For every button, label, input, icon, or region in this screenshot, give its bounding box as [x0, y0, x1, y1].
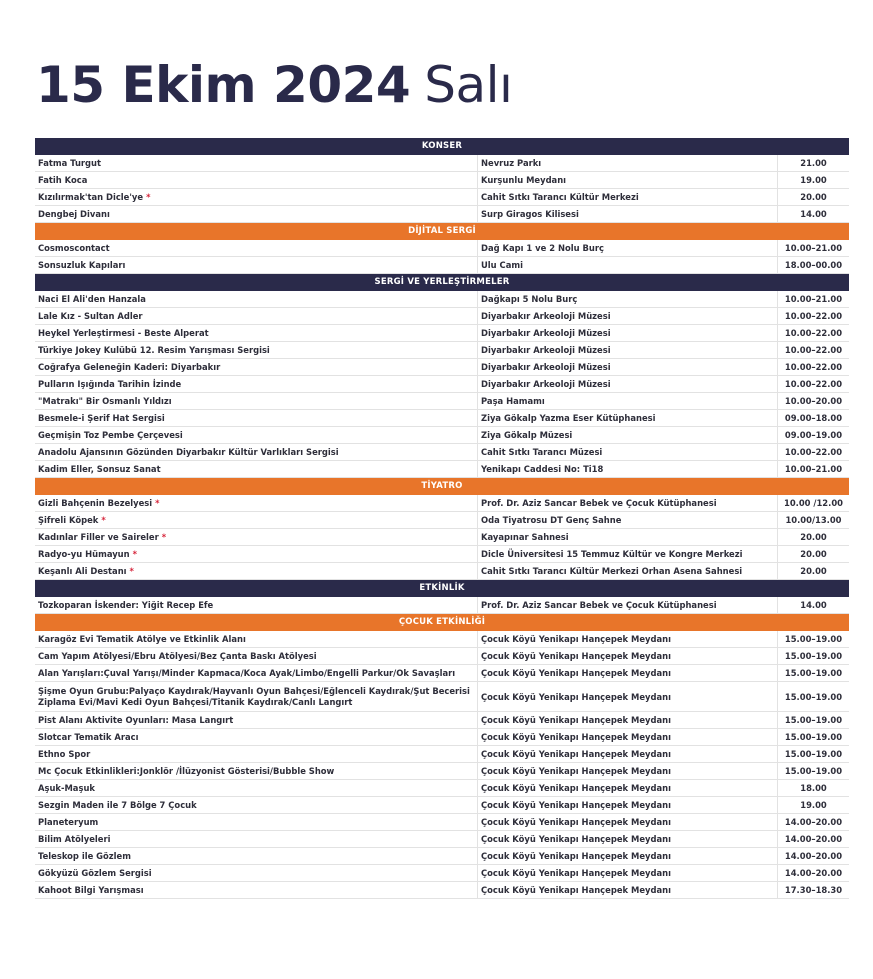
- event-name: Şişme Oyun Grubu:Palyaço Kaydırak/Hayvanlı Oyun Bahçesi/Eğlenceli Kaydırak/Şut Becerisi Ziplama Evi/Mavi Kedi Oyun Bahçesi/Titanik Kaydırak/Canlı Langırt: [38, 685, 470, 707]
- venue-cell: Çocuk Köyü Yenikapı Hançepek Meydanı: [478, 665, 778, 681]
- time-cell: 10.00–22.00: [784, 379, 843, 389]
- event-name-cell: [35, 865, 478, 881]
- event-name-cell: [35, 631, 478, 647]
- event-name: Lale Kız - Sultan Adler: [38, 311, 143, 321]
- time-cell: 15.00–19.00: [784, 691, 843, 702]
- venue-cell: Çocuk Köyü Yenikapı Hançepek Meydanı: [478, 797, 778, 813]
- table-row: [35, 563, 849, 580]
- time-cell: 14.00–20.00: [784, 868, 843, 878]
- time-cell: 14.00–20.00: [784, 834, 843, 844]
- event-name: Şifreli Köpek: [38, 515, 99, 525]
- event-name-cell: [35, 529, 478, 545]
- time-cell: 10.00–21.00: [784, 294, 843, 304]
- section-header: SERGİ VE YERLEŞTİRMELER: [35, 274, 849, 291]
- table-row: [35, 831, 849, 848]
- time-cell: 10.00–21.00: [784, 464, 843, 474]
- note-asterisk: *: [146, 192, 151, 202]
- time-cell: 15.00–19.00: [784, 634, 843, 644]
- venue-cell: Çocuk Köyü Yenikapı Hançepek Meydanı: [478, 631, 778, 647]
- event-name: Kadim Eller, Sonsuz Sanat: [38, 464, 161, 474]
- event-name-cell: [35, 461, 478, 477]
- time-cell: 09.00–18.00: [784, 413, 843, 423]
- venue-cell: Dağkapı 5 Nolu Burç: [478, 291, 778, 307]
- event-name-cell: [35, 512, 478, 528]
- event-name: Teleskop ile Gözlem: [38, 851, 131, 861]
- event-name: Radyo-yu Hümayun: [38, 549, 130, 559]
- note-asterisk: *: [132, 549, 137, 559]
- venue-cell: Prof. Dr. Aziz Sancar Bebek ve Çocuk Kütüphanesi: [478, 495, 778, 511]
- time-cell: 10.00–22.00: [784, 328, 843, 338]
- event-name-cell: [35, 189, 478, 205]
- event-name: Naci El Ali'den Hanzala: [38, 294, 146, 304]
- time-cell: 15.00–19.00: [784, 651, 843, 661]
- table-row: [35, 342, 849, 359]
- event-name-cell: [35, 308, 478, 324]
- time-cell: 18.00–00.00: [784, 260, 843, 270]
- table-row: [35, 206, 849, 223]
- event-name: Keşanlı Ali Destanı: [38, 566, 127, 576]
- table-row: [35, 665, 849, 682]
- section-header: ÇOCUK ETKİNLİĞİ: [35, 614, 849, 631]
- table-row: [35, 814, 849, 831]
- event-name-cell: [35, 729, 478, 745]
- time-cell: 15.00–19.00: [784, 668, 843, 678]
- event-name-cell: [35, 648, 478, 664]
- table-row: [35, 780, 849, 797]
- venue-cell: Diyarbakır Arkeoloji Müzesi: [478, 308, 778, 324]
- event-name-cell: [35, 563, 478, 579]
- venue-cell: Çocuk Köyü Yenikapı Hançepek Meydanı: [478, 814, 778, 830]
- time-cell: 19.00: [800, 175, 827, 185]
- venue-cell: Çocuk Köyü Yenikapı Hançepek Meydanı: [478, 682, 778, 711]
- time-cell: 17.30–18.30: [784, 885, 843, 895]
- table-row: [35, 712, 849, 729]
- time-cell: 19.00: [800, 800, 827, 810]
- table-row: [35, 648, 849, 665]
- venue-cell: Çocuk Köyü Yenikapı Hançepek Meydanı: [478, 780, 778, 796]
- venue-cell: Kurşunlu Meydanı: [478, 172, 778, 188]
- event-name-cell: [35, 831, 478, 847]
- venue-cell: Ziya Gökalp Müzesi: [478, 427, 778, 443]
- table-row: [35, 631, 849, 648]
- table-row: [35, 495, 849, 512]
- table-row: [35, 865, 849, 882]
- event-name-cell: [35, 682, 478, 711]
- event-name-cell: [35, 597, 478, 613]
- time-cell: 10.00–21.00: [784, 243, 843, 253]
- time-cell: 15.00–19.00: [784, 715, 843, 725]
- event-name-cell: [35, 155, 478, 171]
- event-name-cell: [35, 746, 478, 762]
- event-name: Gökyüzü Gözlem Sergisi: [38, 868, 152, 878]
- table-row: [35, 359, 849, 376]
- event-name-cell: [35, 444, 478, 460]
- event-name: Kadınlar Filler ve Saireler: [38, 532, 159, 542]
- event-name-cell: [35, 359, 478, 375]
- venue-cell: Çocuk Köyü Yenikapı Hançepek Meydanı: [478, 648, 778, 664]
- venue-cell: Cahit Sıtkı Tarancı Kültür Merkezi Orhan Asena Sahnesi: [478, 563, 778, 579]
- table-row: [35, 172, 849, 189]
- table-row: [35, 682, 849, 712]
- event-name: Kahoot Bilgi Yarışması: [38, 885, 144, 895]
- event-name: Mc Çocuk Etkinlikleri:Jonklör /İlüzyonist Gösterisi/Bubble Show: [38, 766, 335, 776]
- venue-cell: Dicle Üniversitesi 15 Temmuz Kültür ve Kongre Merkezi: [478, 546, 778, 562]
- event-name-cell: [35, 797, 478, 813]
- event-name-cell: [35, 376, 478, 392]
- venue-cell: Kayapınar Sahnesi: [478, 529, 778, 545]
- table-row: [35, 291, 849, 308]
- event-name: Aşuk-Maşuk: [38, 783, 95, 793]
- table-row: [35, 546, 849, 563]
- venue-cell: Nevruz Parkı: [478, 155, 778, 171]
- event-name: Türkiye Jokey Kulübü 12. Resim Yarışması Sergisi: [38, 345, 270, 355]
- note-asterisk: *: [155, 498, 160, 508]
- event-name: Tozkoparan İskender: Yiğit Recep Efe: [38, 600, 214, 610]
- event-name-cell: [35, 291, 478, 307]
- table-row: [35, 848, 849, 865]
- venue-cell: Yenikapı Caddesi No: Ti18: [478, 461, 778, 477]
- note-asterisk: *: [161, 532, 167, 542]
- event-name-cell: [35, 848, 478, 864]
- event-name-cell: [35, 427, 478, 443]
- event-name-cell: [35, 780, 478, 796]
- venue-cell: Çocuk Köyü Yenikapı Hançepek Meydanı: [478, 712, 778, 728]
- event-name-cell: [35, 665, 478, 681]
- event-name: Fatih Koca: [38, 175, 88, 185]
- note-asterisk: *: [129, 566, 134, 576]
- time-cell: 20.00: [800, 566, 827, 576]
- event-name: Slotcar Tematik Aracı: [38, 732, 139, 742]
- table-row: [35, 376, 849, 393]
- event-name: Cam Yapım Atölyesi/Ebru Atölyesi/Bez Çanta Baskı Atölyesi: [38, 651, 317, 661]
- table-row: [35, 797, 849, 814]
- event-name-cell: [35, 763, 478, 779]
- schedule-table: [35, 138, 849, 899]
- venue-cell: Diyarbakır Arkeoloji Müzesi: [478, 359, 778, 375]
- time-cell: 09.00–19.00: [784, 430, 843, 440]
- time-cell: 15.00–19.00: [784, 732, 843, 742]
- section-header: TİYATRO: [35, 478, 849, 495]
- time-cell: 20.00: [800, 532, 827, 542]
- venue-cell: Surp Giragos Kilisesi: [478, 206, 778, 222]
- table-row: [35, 512, 849, 529]
- event-name: Pulların Işığında Tarihin İzinde: [38, 379, 182, 389]
- event-name-cell: [35, 410, 478, 426]
- venue-cell: Cahit Sıtkı Tarancı Müzesi: [478, 444, 778, 460]
- table-row: [35, 597, 849, 614]
- event-name: Fatma Turgut: [38, 158, 102, 168]
- time-cell: 20.00: [800, 192, 827, 202]
- event-name: Sezgin Maden ile 7 Bölge 7 Çocuk: [38, 800, 197, 810]
- event-name-cell: [35, 257, 478, 273]
- venue-cell: Cahit Sıtkı Tarancı Kültür Merkezi: [478, 189, 778, 205]
- event-name: Heykel Yerleştirmesi - Beste Alperat: [38, 328, 209, 338]
- time-cell: 10.00–20.00: [784, 396, 843, 406]
- event-name: Kızılırmak'tan Dicle'ye: [38, 192, 144, 202]
- time-cell: 10.00 /12.00: [784, 498, 843, 508]
- event-name-cell: [35, 712, 478, 728]
- event-name: Pist Alanı Aktivite Oyunları: Masa Langırt: [38, 715, 234, 725]
- page-title: [36, 56, 512, 112]
- venue-cell: Dağ Kapı 1 ve 2 Nolu Burç: [478, 240, 778, 256]
- table-row: [35, 189, 849, 206]
- venue-cell: Diyarbakır Arkeoloji Müzesi: [478, 325, 778, 341]
- table-row: [35, 308, 849, 325]
- event-name: Anadolu Ajansının Gözünden Diyarbakır Kültür Varlıkları Sergisi: [38, 447, 339, 457]
- day-heading: Salı: [424, 56, 513, 114]
- event-name-cell: [35, 342, 478, 358]
- event-name-cell: [35, 814, 478, 830]
- event-name: Coğrafya Geleneğin Kaderi: Diyarbakır: [38, 362, 221, 372]
- event-name-cell: [35, 393, 478, 409]
- time-cell: 18.00: [800, 783, 827, 793]
- time-cell: 10.00–22.00: [784, 362, 843, 372]
- time-cell: 14.00: [800, 209, 827, 219]
- table-row: [35, 461, 849, 478]
- table-row: [35, 763, 849, 780]
- event-name-cell: [35, 495, 478, 511]
- event-name: Bilim Atölyeleri: [38, 834, 111, 844]
- venue-cell: Çocuk Köyü Yenikapı Hançepek Meydanı: [478, 763, 778, 779]
- time-cell: 14.00: [800, 600, 827, 610]
- table-row: [35, 325, 849, 342]
- event-name: "Matrakı" Bir Osmanlı Yıldızı: [38, 396, 172, 406]
- venue-cell: Paşa Hamamı: [478, 393, 778, 409]
- table-row: [35, 882, 849, 899]
- venue-cell: Ulu Cami: [478, 257, 778, 273]
- event-name: Planeteryum: [38, 817, 99, 827]
- venue-cell: Çocuk Köyü Yenikapı Hançepek Meydanı: [478, 865, 778, 881]
- time-cell: 15.00–19.00: [784, 749, 843, 759]
- event-name-cell: [35, 325, 478, 341]
- event-name: Dengbej Divanı: [38, 209, 110, 219]
- venue-cell: Çocuk Köyü Yenikapı Hançepek Meydanı: [478, 729, 778, 745]
- event-name: Besmele-i Şerif Hat Sergisi: [38, 413, 165, 423]
- table-row: [35, 257, 849, 274]
- time-cell: 10.00–22.00: [784, 447, 843, 457]
- event-name: Geçmişin Toz Pembe Çerçevesi: [38, 430, 183, 440]
- time-cell: 14.00–20.00: [784, 817, 843, 827]
- table-row: [35, 746, 849, 763]
- event-name: Ethno Spor: [38, 749, 91, 759]
- venue-cell: Çocuk Köyü Yenikapı Hançepek Meydanı: [478, 882, 778, 898]
- venue-cell: Çocuk Köyü Yenikapı Hançepek Meydanı: [478, 746, 778, 762]
- event-name: Sonsuzluk Kapıları: [38, 260, 126, 270]
- event-name: Cosmoscontact: [38, 243, 110, 253]
- table-row: [35, 444, 849, 461]
- event-name: Gizli Bahçenin Bezelyesi: [38, 498, 153, 508]
- event-name-cell: [35, 206, 478, 222]
- venue-cell: Çocuk Köyü Yenikapı Hançepek Meydanı: [478, 831, 778, 847]
- table-row: [35, 155, 849, 172]
- venue-cell: Ziya Gökalp Yazma Eser Kütüphanesi: [478, 410, 778, 426]
- time-cell: 21.00: [800, 158, 827, 168]
- event-name: Karagöz Evi Tematik Atölye ve Etkinlik Alanı: [38, 634, 246, 644]
- date-heading: 15 Ekim 2024: [36, 56, 411, 114]
- event-name-cell: [35, 546, 478, 562]
- table-row: [35, 729, 849, 746]
- section-header: ETKİNLİK: [35, 580, 849, 597]
- table-row: [35, 240, 849, 257]
- note-asterisk: *: [101, 515, 106, 525]
- table-row: [35, 393, 849, 410]
- table-row: [35, 529, 849, 546]
- time-cell: 20.00: [800, 549, 827, 559]
- venue-cell: Diyarbakır Arkeoloji Müzesi: [478, 342, 778, 358]
- venue-cell: Çocuk Köyü Yenikapı Hançepek Meydanı: [478, 848, 778, 864]
- venue-cell: Diyarbakır Arkeoloji Müzesi: [478, 376, 778, 392]
- venue-cell: Prof. Dr. Aziz Sancar Bebek ve Çocuk Kütüphanesi: [478, 597, 778, 613]
- event-name-cell: [35, 882, 478, 898]
- section-header: DİJİTAL SERGİ: [35, 223, 849, 240]
- time-cell: 10.00/13.00: [785, 515, 842, 525]
- time-cell: 10.00–22.00: [784, 345, 843, 355]
- table-row: [35, 427, 849, 444]
- event-name: Alan Yarışları:Çuval Yarışı/Minder Kapmaca/Koca Ayak/Limbo/Engelli Parkur/Ok Savaşları: [38, 668, 456, 678]
- table-row: [35, 410, 849, 427]
- time-cell: 15.00–19.00: [784, 766, 843, 776]
- time-cell: 10.00–22.00: [784, 311, 843, 321]
- time-cell: 14.00–20.00: [784, 851, 843, 861]
- event-name-cell: [35, 172, 478, 188]
- venue-cell: Oda Tiyatrosu DT Genç Sahne: [478, 512, 778, 528]
- event-name-cell: [35, 240, 478, 256]
- section-header: KONSER: [35, 138, 849, 155]
